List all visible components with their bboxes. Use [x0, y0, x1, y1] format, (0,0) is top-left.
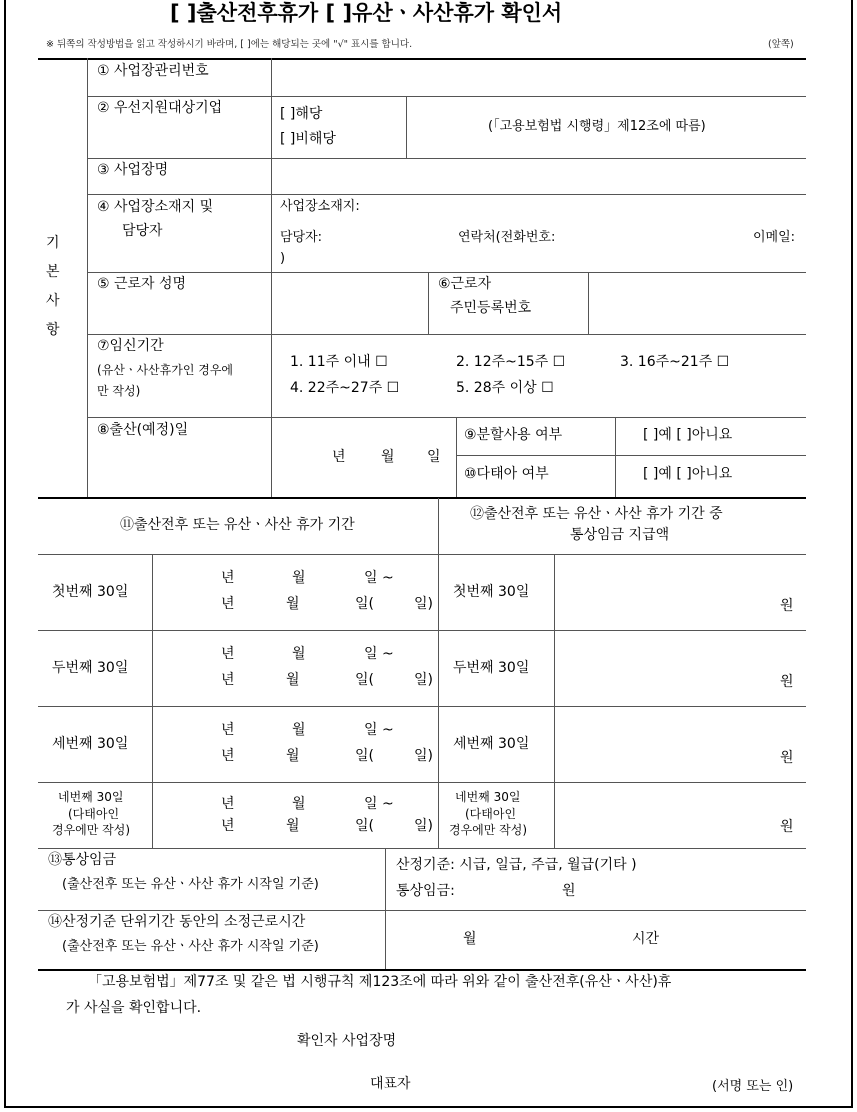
label-divider	[271, 58, 272, 498]
phone-field[interactable]: 연락처(전화번호:	[458, 230, 556, 245]
pregnancy-opt-5[interactable]: 5. 28주 이상 ☐	[456, 380, 554, 396]
wage-amount-field[interactable]: 통상임금:	[396, 883, 455, 899]
split-use-label: ⑨분할사용 여부	[464, 427, 563, 443]
worker-name-label: ⑤ 근로자 성명	[97, 276, 187, 292]
manager-field[interactable]: 담당자:	[280, 230, 323, 245]
worker-id-label: ⑥근로자	[438, 276, 492, 292]
pregnancy-opt-1[interactable]: 1. 11주 이내 ☐	[290, 354, 388, 370]
instruction-note: ※ 뒤쪽의 작성방법을 읽고 작성하시기 바라며, [ ]에는 해당되는 곳에 "√" 표시를 합니다.	[46, 39, 413, 50]
due-date-label: ⑧출산(예정)일	[97, 422, 189, 438]
split-use-options[interactable]: [ ]예 [ ]아니요	[643, 427, 733, 443]
signature-field[interactable]: (서명 또는 인)	[712, 1079, 794, 1094]
address-field[interactable]: 사업장소재지:	[280, 199, 360, 214]
confirmation-statement: 「고용보험법」제77조 및 같은 법 시행규칙 제123조에 따라 위와 같이 출산전후(유산ㆍ사산)휴	[88, 974, 672, 990]
multiple-birth-label: ⑩다태아 여부	[464, 466, 549, 482]
work-hours-label: ⑭산정기준 단위기간 동안의 소정근로시간	[48, 914, 306, 930]
form-title: [ ]출산전후휴가 [ ]유산ㆍ사산휴가 확인서	[170, 1, 563, 25]
business-name-label: ③ 사업장명	[97, 162, 169, 178]
pregnancy-opt-4[interactable]: 4. 22주~27주 ☐	[290, 380, 400, 396]
leave-pay-header: ⑫출산전후 또는 유산ㆍ사산 휴가 기간 중	[470, 506, 723, 522]
table-top-border	[38, 58, 806, 60]
business-mgmt-no-label: ① 사업장관리번호	[97, 63, 209, 79]
basic-section-label: 기 본 사 항	[46, 235, 60, 338]
ordinary-wage-label: ⑬통상임금	[48, 852, 117, 868]
representative-label: 대표자	[370, 1076, 411, 1092]
work-hours-value[interactable]: 시간	[632, 931, 660, 947]
work-hours-month[interactable]: 월	[463, 931, 477, 947]
wage-basis-field[interactable]: 산정기준: 시급, 일급, 주급, 월급(기타 )	[396, 857, 637, 873]
multiple-birth-options[interactable]: [ ]예 [ ]아니요	[643, 466, 733, 482]
priority-support-label: ② 우선지원대상기업	[97, 100, 223, 116]
section-divider	[87, 58, 88, 498]
leave-period-header: ⑪출산전후 또는 유산ㆍ사산 휴가 기간	[120, 517, 355, 533]
pregnancy-opt-3[interactable]: 3. 16주~21주 ☐	[620, 354, 730, 370]
confirmer-company-label: 확인자 사업장명	[297, 1033, 397, 1049]
priority-law-note: (「고용보험법 시행령」제12조에 따름)	[488, 119, 706, 134]
email-field[interactable]: 이메일:	[753, 230, 796, 245]
priority-yes-checkbox[interactable]: [ ]해당	[280, 106, 323, 122]
priority-no-checkbox[interactable]: [ ]비해당	[280, 131, 336, 147]
address-manager-label: ④ 사업장소재지 및	[97, 199, 214, 215]
pregnancy-opt-2[interactable]: 2. 12주~15주 ☐	[456, 354, 566, 370]
pregnancy-period-label: ⑦임신기간	[97, 338, 164, 354]
page-side-label: (앞쪽)	[768, 39, 794, 50]
